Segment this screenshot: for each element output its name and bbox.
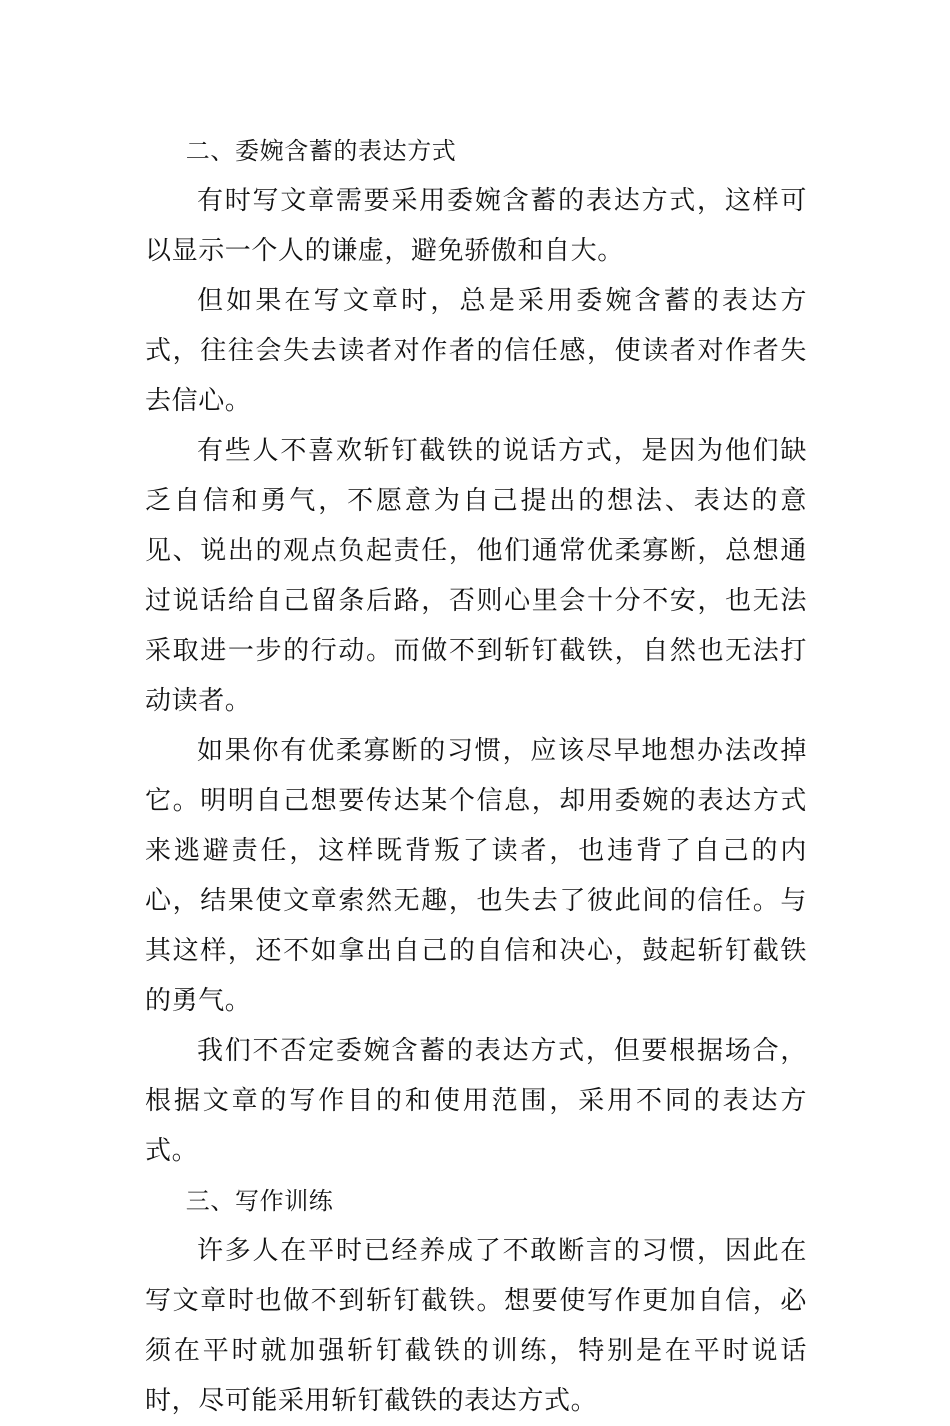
paragraph: 有时写文章需要采用委婉含蓄的表达方式，这样可以显示一个人的谦虚，避免骄傲和自大。 <box>145 186 807 266</box>
paragraph: 我们不否定委婉含蓄的表达方式，但要根据场合，根据文章的写作目的和使用范围，采用不同的表达方式。 <box>145 1036 807 1166</box>
paragraph: 如果你有优柔寡断的习惯，应该尽早地想办法改掉它。明明自己想要传达某个信息，却用委婉的表达方式来逃避责任，这样既背叛了读者，也违背了自己的内心，结果使文章索然无趣，也失去了彼此间的信任。与其这样，还不如拿出自己的自信和决心，鼓起斩钉截铁的勇气。 <box>145 736 807 1016</box>
paragraph: 许多人在平时已经养成了不敢断言的习惯，因此在写文章时也做不到斩钉截铁。想要使写作更加自信，必须在平时就加强斩钉截铁的训练，特别是在平时说话时，尽可能采用斩钉截铁的表达方式。 <box>145 1236 807 1416</box>
paragraph: 但如果在写文章时，总是采用委婉含蓄的表达方式，往往会失去读者对作者的信任感，使读者对作者失去信心。 <box>145 286 807 416</box>
section-heading-2: 二、委婉含蓄的表达方式 <box>185 137 457 165</box>
section-heading-3: 三、写作训练 <box>185 1187 334 1215</box>
paragraph: 有些人不喜欢斩钉截铁的说话方式，是因为他们缺乏自信和勇气，不愿意为自己提出的想法、表达的意见、说出的观点负起责任，他们通常优柔寡断，总想通过说话给自己留条后路，否则心里会十分不安，也无法采取进一步的行动。而做不到斩钉截铁，自然也无法打动读者。 <box>145 436 807 716</box>
document-body <box>145 126 807 1426</box>
